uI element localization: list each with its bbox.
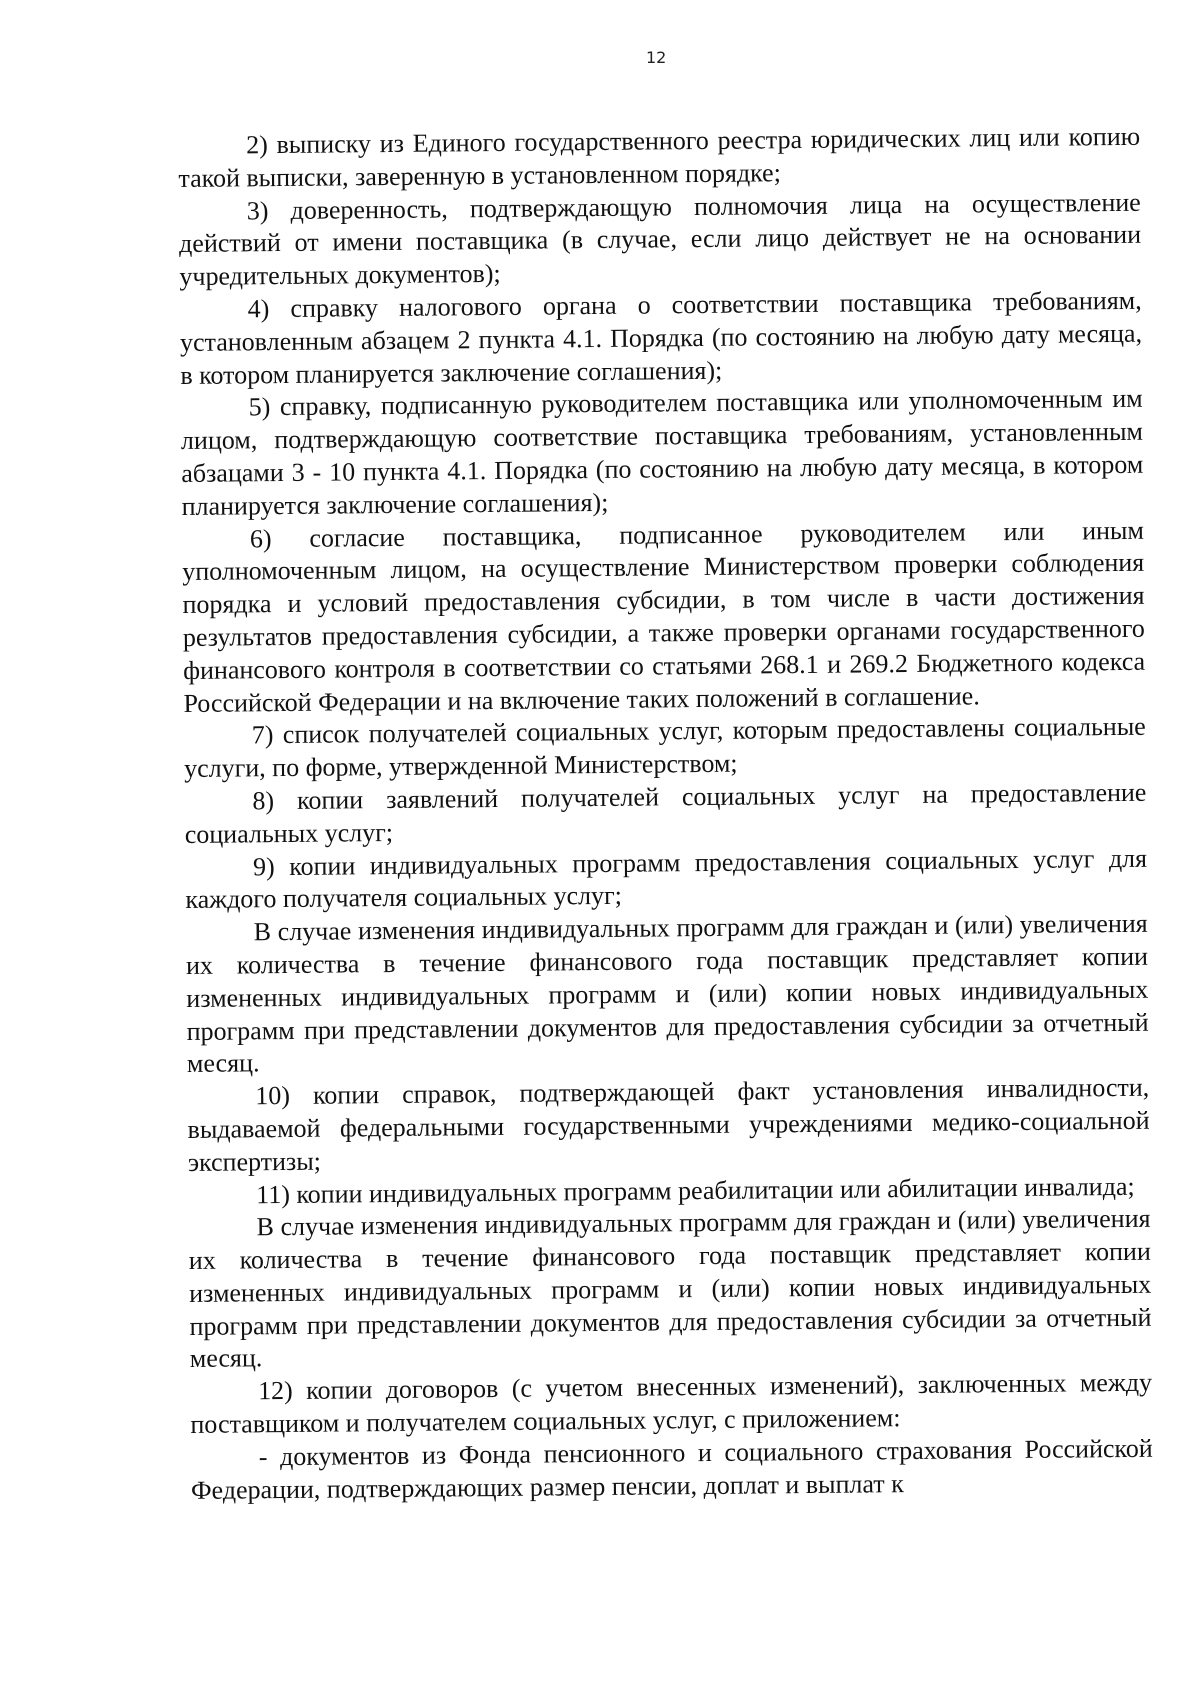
sub-list-item: - документов из Фонда пенсионного и социального страхования Российской Федерации, подтверждающих размер пенсии, доплат и выплат к [190,1433,1153,1505]
list-item-3: 3) доверенность, подтверждающую полномочия лица на осуществление действий от имени поставщика (в случае, если лицо действует не на основании учредительных документов); [178,187,1142,292]
list-item-6: 6) согласие поставщика, подписанное руководителем или иным уполномоченным лицом, на осуществление Министерством проверки соблюдения порядка и условий предоставления субсидии, в том числе в части достижения результатов предоставления субсидии, а также проверки органами государственного финансового контроля в соответствии со статьями 268.1 и 269.2 Бюджетного кодекса Российской Федерации и на включение таких положений в соглашение. [182,515,1146,718]
list-item-2: 2) выписку из Единого государственного реестра юридических лиц или копию такой выписки, заверенную в установленном порядке; [178,121,1141,193]
list-item-4: 4) справку налогового органа о соответствии поставщика требованиям, установленным абзацем 2 пункта 4.1. Порядка (по состоянию на любую дату месяца, в котором планируется заключение соглашения); [179,285,1143,390]
list-item-12: 12) копии договоров (с учетом внесенных изменений), заключенных между поставщиком и получателем социальных услуг, с приложением: [190,1367,1153,1440]
list-item-5: 5) справку, подписанную руководителем поставщика или уполномоченным им лицом, подтверждающую соответствие поставщика требованиям, установленным абзацами 3 - 10 пункта 4.1. Порядка (по состоянию на любую дату месяца, в котором планируется заключение соглашения); [180,384,1144,521]
list-item-7: 7) список получателей социальных услуг, которым предоставлены социальные услуги, по форме, утвержденной Министерством; [183,712,1146,784]
note-paragraph: В случае изменения индивидуальных программ для граждан и (или) увеличения их количества в течение финансового года поставщик представляет копии измененных индивидуальных программ и (или) копии новых индивидуальных программ при представлении документов для предоставления субсидии за отчетный месяц. [185,908,1149,1079]
note-paragraph: В случае изменения индивидуальных программ для граждан и (или) увеличения их количества в течение финансового года поставщик представляет копии измененных индивидуальных программ и (или) копии новых индивидуальных программ при представлении документов для предоставления субсидии за отчетный месяц. [188,1204,1152,1374]
list-item-8: 8) копии заявлений получателей социальных услуг на предоставление социальных услуг; [184,777,1147,849]
page-number: 12 [646,48,667,67]
list-item-11: 11) копии индивидуальных программ реабилитации или абилитации инвалида; [256,1171,1135,1209]
list-item-9: 9) копии индивидуальных программ предоставления социальных услуг для каждого получателя социальных услуг; [185,843,1148,915]
document-body [178,121,1153,1508]
list-item-10: 10) копии справок, подтверждающей факт установления инвалидности, выдаваемой федеральными государственными учреждениями медико-социальной экспертизы; [187,1072,1150,1177]
